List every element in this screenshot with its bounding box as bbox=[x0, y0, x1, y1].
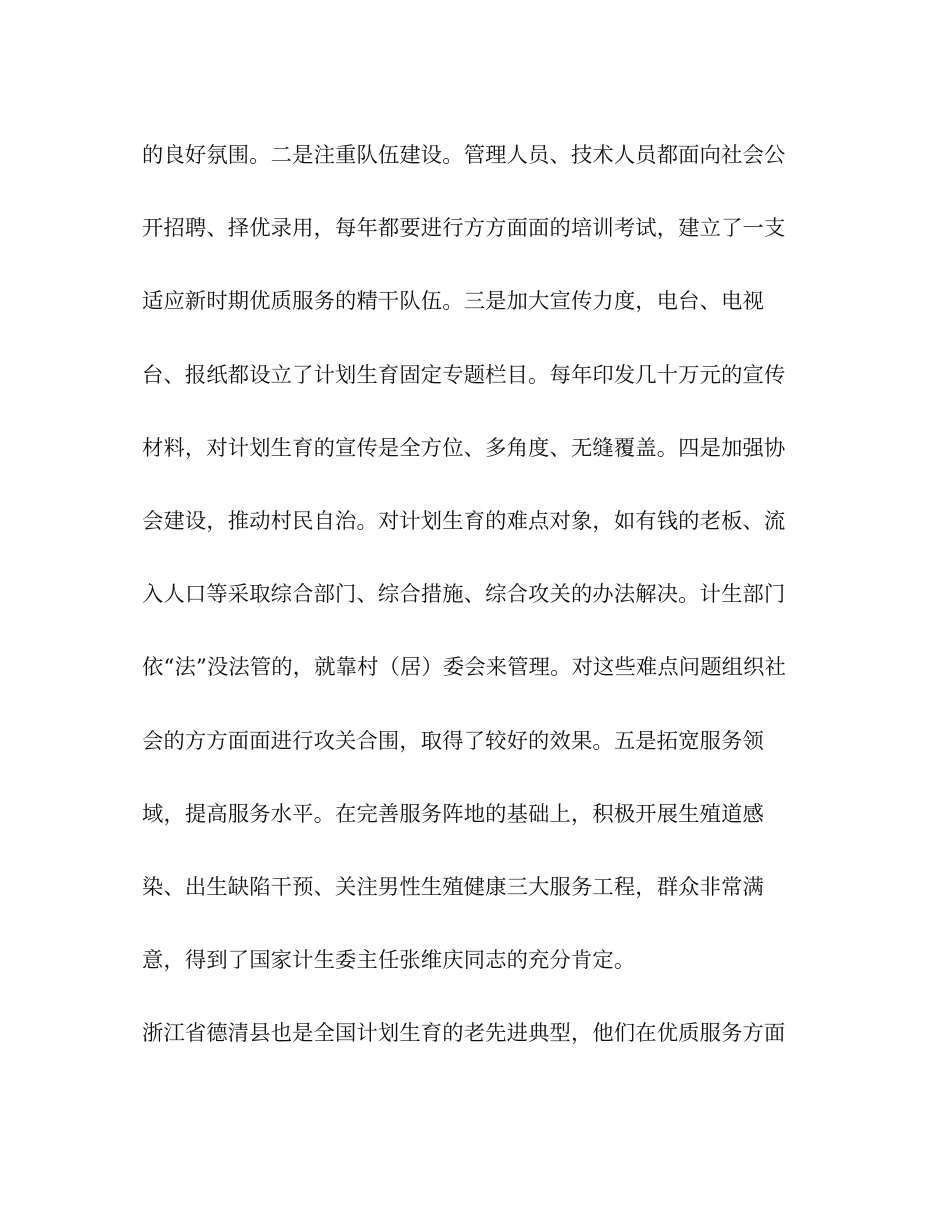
text-line: 的良好氛围。二是注重队伍建设。管理人员、技术人员都面向社会公 bbox=[142, 143, 786, 168]
text-line: 会建设，推动村民自治。对计划生育的难点对象，如有钱的老板、流 bbox=[142, 508, 786, 534]
text-line: 域，提高服务水平。在完善服务阵地的基础上，积极开展生殖道感 bbox=[142, 801, 764, 827]
text-line: 会的方方面面进行攻关合围，取得了较好的效果。五是拓宽服务领 bbox=[142, 728, 764, 754]
text-line: 材料，对计划生育的宣传是全方位、多角度、无缝覆盖。四是加强协 bbox=[142, 435, 786, 461]
text-line: 意，得到了国家计生委主任张维庆同志的充分肯定。 bbox=[142, 948, 636, 974]
text-line: 适应新时期优质服务的精干队伍。三是加大宣传力度，电台、电视 bbox=[142, 289, 764, 315]
text-line: 浙江省德清县也是全国计划生育的老先进典型，他们在优质服务方面 bbox=[142, 1021, 786, 1047]
text-line: 入人口等采取综合部门、综合措施、综合攻关的办法解决。计生部门 bbox=[142, 582, 786, 608]
body-text bbox=[142, 136, 842, 1087]
text-line: 染、出生缺陷干预、关注男性生殖健康三大服务工程，群众非常满 bbox=[142, 874, 764, 900]
text-line: 开招聘、择优录用，每年都要进行方方面面的培训考试，建立了一支 bbox=[142, 216, 786, 242]
text-line: 依“法”没法管的，就靠村（居）委会来管理。对这些难点问题组织社 bbox=[142, 655, 787, 681]
text-line: 台、报纸都设立了计划生育固定专题栏目。每年印发几十万元的宣传 bbox=[142, 362, 786, 388]
